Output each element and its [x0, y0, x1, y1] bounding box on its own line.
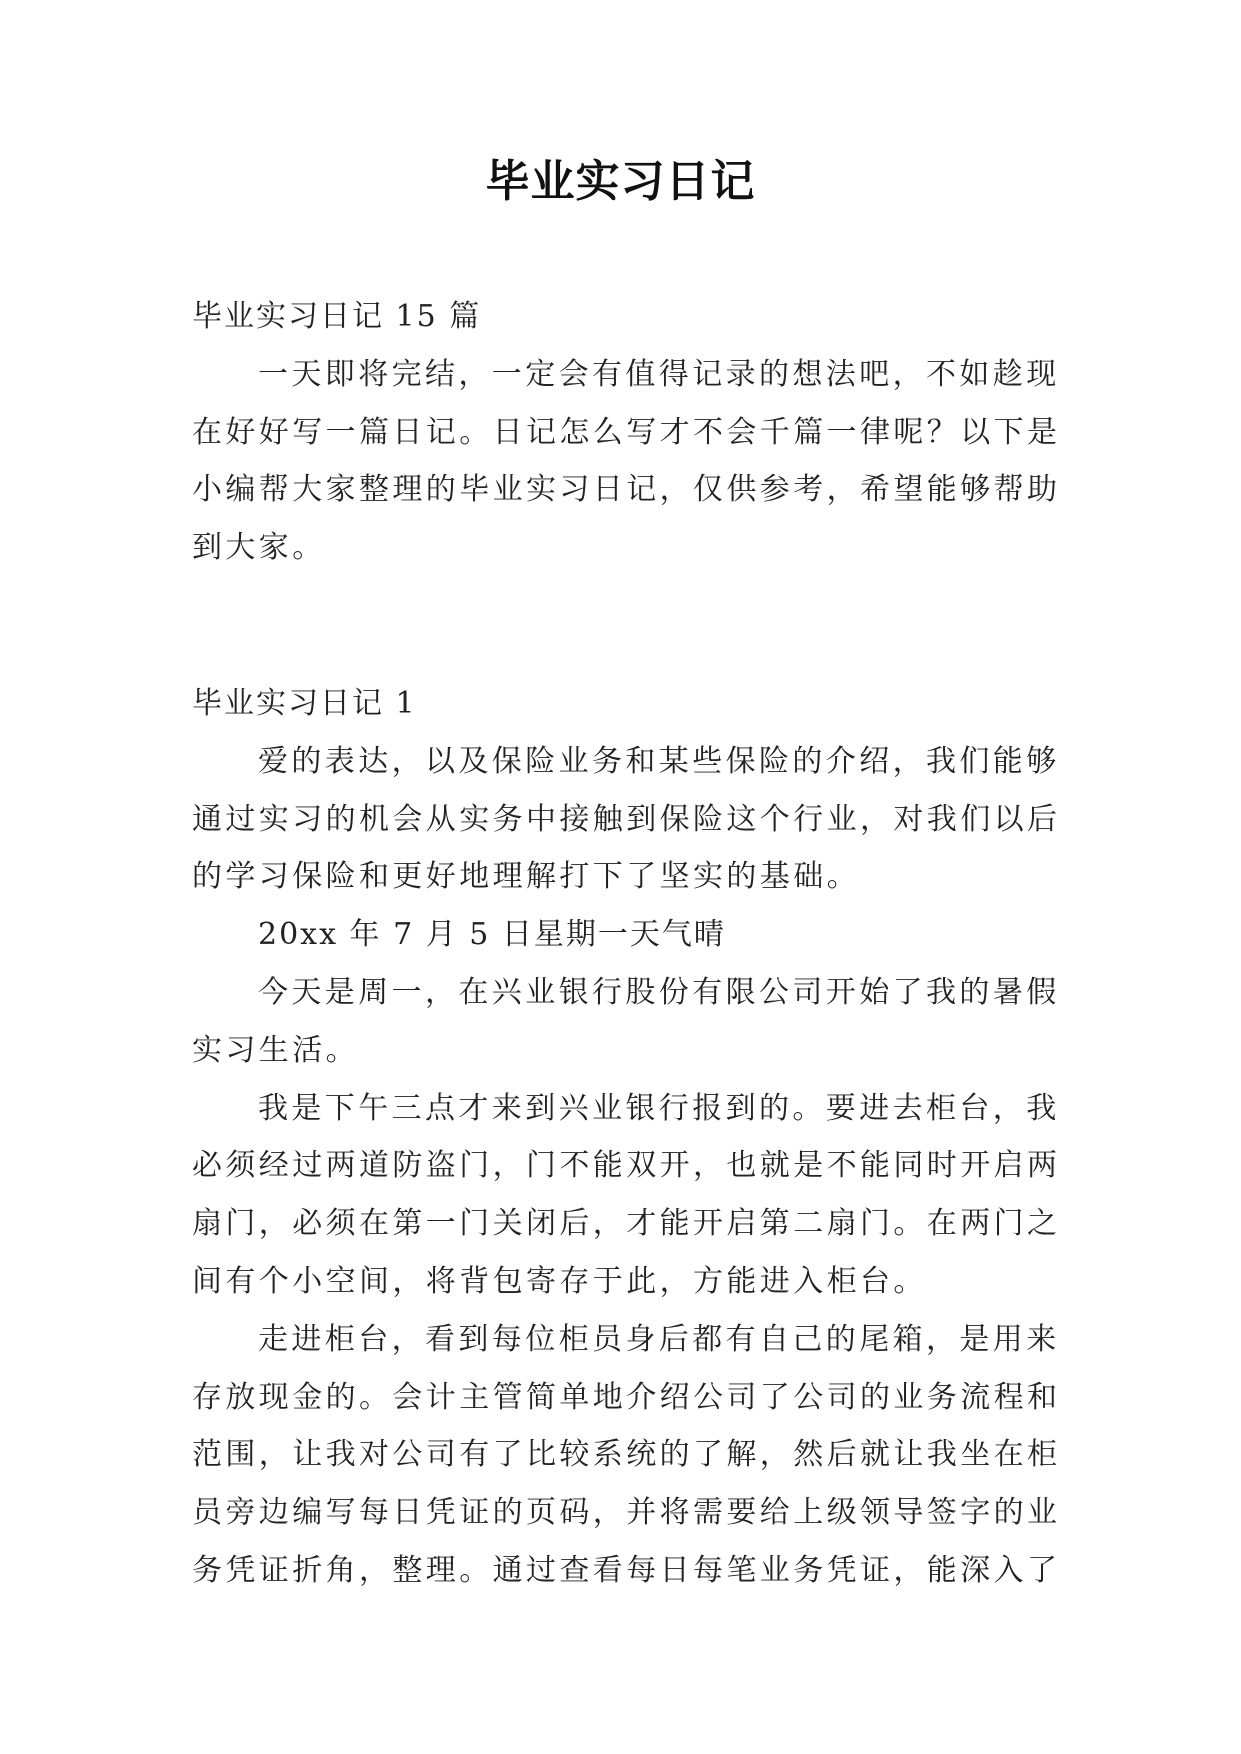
subtitle: 毕业实习日记 15 篇 [192, 299, 482, 334]
paragraph-line: 员旁边编写每日凭证的页码，并将需要给上级领导签字的业 [192, 1495, 1061, 1531]
paragraph-line: 务凭证折角，整理。通过查看每日每笔业务凭证，能深入了 [192, 1552, 1061, 1588]
section-heading: 毕业实习日记 1 [192, 685, 417, 721]
document-body [192, 288, 1062, 1600]
paragraph-line: 今天是周一，在兴业银行股份有限公司开始了我的暑假 [258, 974, 1060, 1010]
date-line: 20xx 年 7 月 5 日星期一天气晴 [258, 917, 726, 953]
paragraph-line: 在好好写一篇日记。日记怎么写才不会千篇一律呢？以下是 [192, 414, 1061, 450]
paragraph-line: 我是下午三点才来到兴业银行报到的。要进去柜台，我 [258, 1090, 1060, 1126]
paragraph-line: 通过实习的机会从实务中接触到保险这个行业，对我们以后 [192, 801, 1061, 837]
paragraph-line: 的学习保险和更好地理解打下了坚实的基础。 [192, 859, 860, 895]
paragraph-line: 必须经过两道防盗门，门不能双开，也就是不能同时开启两 [192, 1148, 1061, 1184]
paragraph-line: 爱的表达，以及保险业务和某些保险的介绍，我们能够 [258, 743, 1060, 779]
paragraph-line: 扇门，必须在第一门关闭后，才能开启第二扇门。在两门之 [192, 1206, 1061, 1242]
paragraph-line: 范围，让我对公司有了比较系统的了解，然后就让我坐在柜 [192, 1437, 1061, 1473]
paragraph-3 [192, 1080, 1062, 1311]
paragraph-line: 间有个小空间，将背包寄存于此，方能进入柜台。 [192, 1263, 927, 1299]
paragraph-line: 存放现金的。会计主管简单地介绍公司了公司的业务流程和 [192, 1379, 1061, 1415]
paragraph-2 [192, 964, 1062, 1080]
paragraph-1 [192, 733, 1062, 906]
paragraph-line: 小编帮大家整理的毕业实习日记，仅供参考，希望能够帮助 [192, 472, 1061, 508]
intro-paragraph [192, 346, 1062, 577]
paragraph-line: 实习生活。 [192, 1032, 359, 1068]
paragraph-line: 一天即将完结，一定会有值得记录的想法吧，不如趁现 [258, 356, 1060, 392]
paragraph-line: 到大家。 [192, 530, 326, 566]
paragraph-line: 走进柜台，看到每位柜员身后都有自己的尾箱，是用来 [258, 1321, 1060, 1357]
section-spacer [192, 577, 1062, 675]
page-title: 毕业实习日记 [485, 156, 756, 207]
paragraph-4 [192, 1311, 1062, 1600]
